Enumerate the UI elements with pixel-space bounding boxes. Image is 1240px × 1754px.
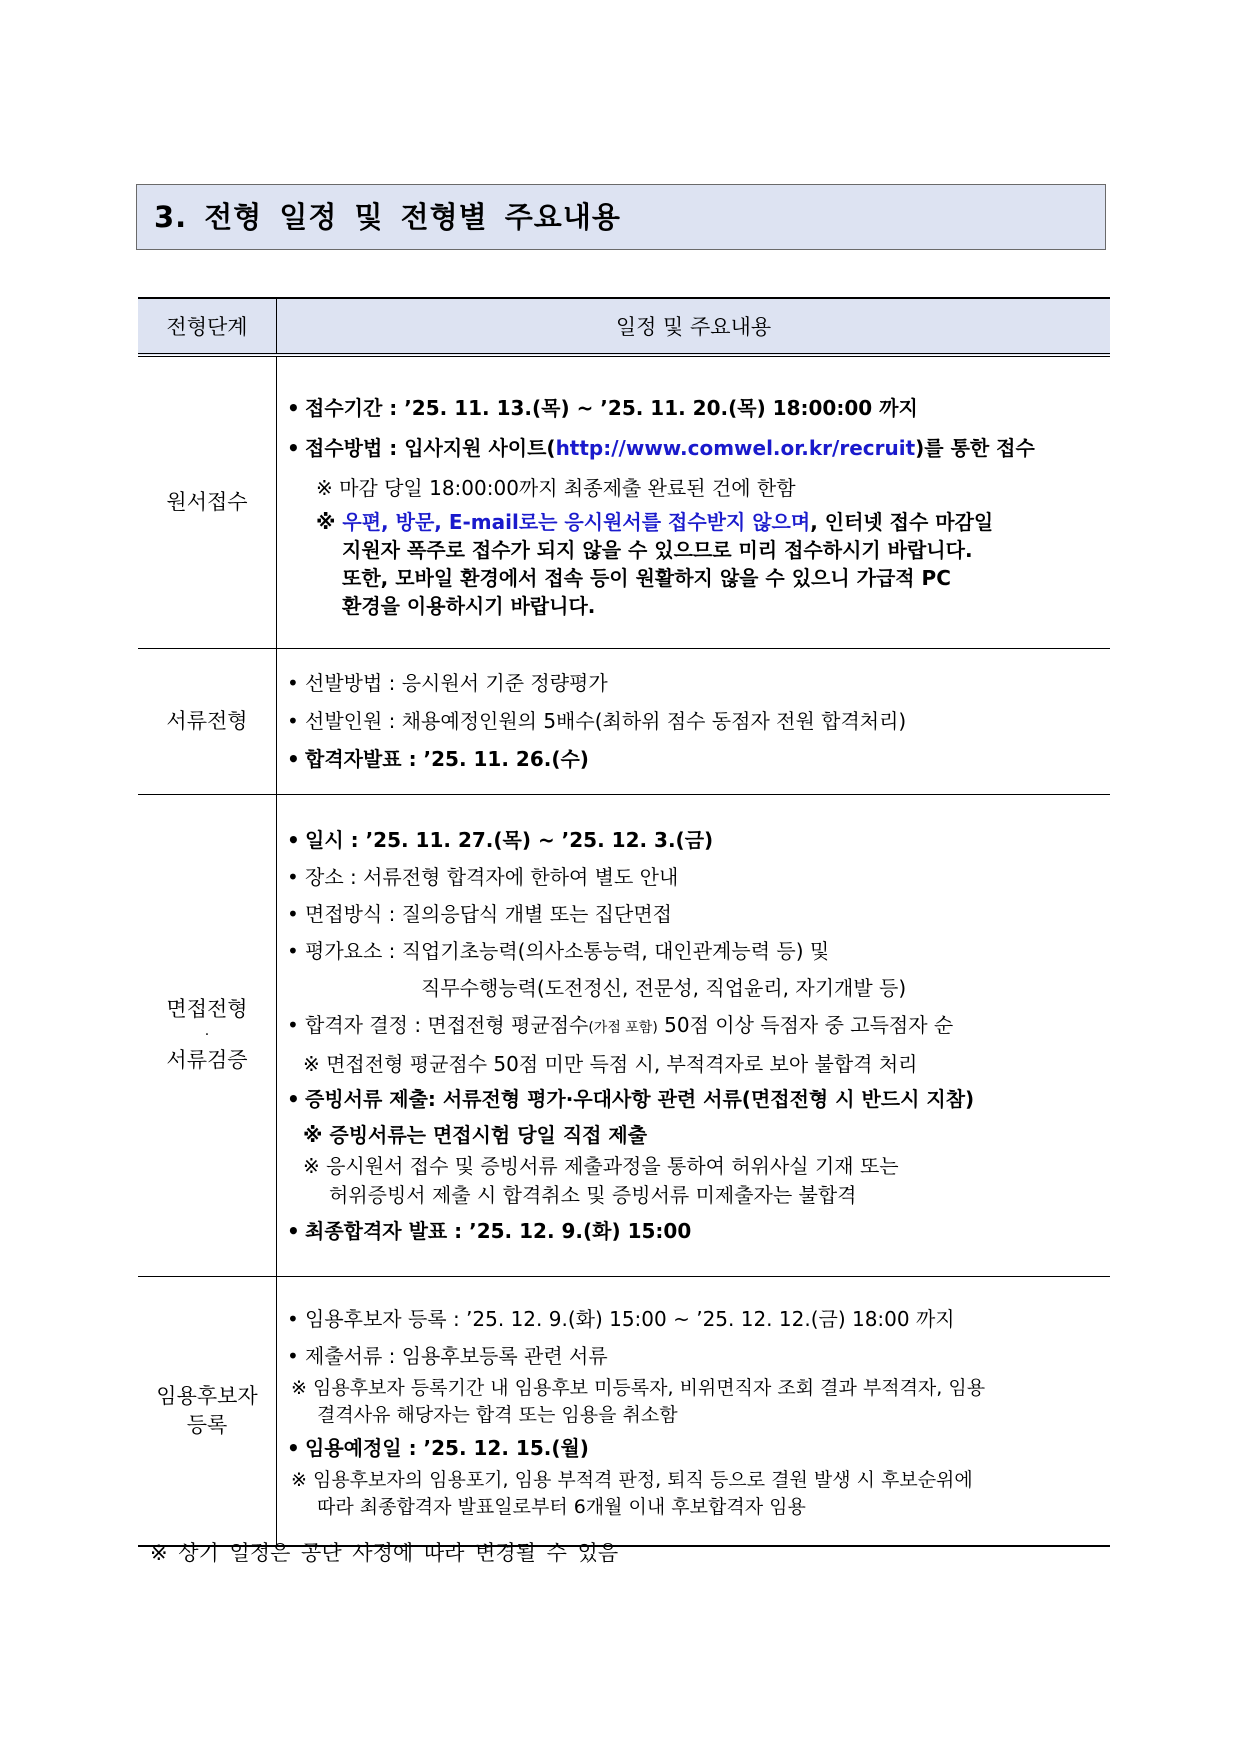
stage-label: 서류전형: [166, 708, 248, 733]
stage-label: 임용후보자: [156, 1383, 258, 1408]
list-item: [285, 664, 1110, 702]
schedule-table: [138, 297, 1110, 1547]
bullet-icon: •: [287, 1087, 300, 1111]
application-period: 접수기간 : ’25. 11. 13.(목) ~ ’25. 11. 20.(목) 18:00:00 까지: [305, 396, 918, 421]
bullet-icon: •: [287, 747, 300, 771]
table-row: [138, 794, 1110, 1276]
stage-label: 면접전형: [166, 997, 248, 1021]
list-item: [285, 702, 1110, 740]
decision-note: ※ 면접전형 평균점수 50점 미만 득점 시, 부적격자로 보아 불합격 처리: [303, 1052, 918, 1076]
bullet-icon: •: [287, 865, 299, 889]
footer-note: ※ 상기 일정은 공단 사정에 따라 변경될 수 있음: [150, 1541, 619, 1565]
decision-prefix: 합격자 결정 : 면접전형 평균점수: [305, 1013, 589, 1037]
bullet-icon: •: [287, 1343, 299, 1368]
note-warning-line: 환경을 이용하시기 바랍니다.: [342, 594, 596, 619]
method-prefix: 접수방법 : 입사지원 사이트(: [305, 436, 556, 461]
content-cell: [277, 355, 1111, 648]
stage-cell: [138, 1276, 277, 1546]
stage-cell: [138, 648, 277, 794]
stage-label: 등록: [186, 1412, 228, 1437]
stage-label: 원서접수: [166, 489, 248, 514]
false-info-note-line: 허위증빙서 제출 시 합격취소 및 증빙서류 미제출자는 불합격: [329, 1183, 857, 1207]
method-suffix: )를 통한 접수: [915, 436, 1035, 461]
section-title: 3. 전형 일정 및 전형별 주요내용: [136, 184, 1106, 250]
bullet-icon: •: [287, 1219, 300, 1243]
note-deadline: ※ 마감 당일 18:00:00까지 최종제출 완료된 건에 한함: [316, 476, 796, 501]
content-cell: [277, 648, 1111, 794]
list-item: [285, 1210, 1110, 1252]
selection-count: 선발인원 : 채용예정인원의 5배수(최하위 점수 동점자 전원 합격처리): [305, 709, 907, 733]
alternate-note-line: 따라 최종합격자 발표일로부터 6개월 이내 후보합격자 임용: [317, 1495, 806, 1518]
table-header-row: [138, 298, 1110, 355]
list-item: [285, 1007, 1110, 1047]
note-warning-blue: 우편, 방문, E-mail로는 응시원서를 접수받지 않으며: [342, 510, 811, 535]
table-row: [138, 1276, 1110, 1546]
note-warning-rest: , 인터넷 접수 마감일: [810, 510, 994, 535]
stage-cell: [138, 355, 277, 648]
documents-submission: 증빙서류 제출: 서류전형 평가·우대사항 관련 서류(면접전형 시 반드시 지참): [305, 1087, 975, 1111]
bullet-icon: •: [287, 436, 300, 461]
appointment-date: 임용예정일 : ’25. 12. 15.(월): [305, 1435, 589, 1460]
required-documents: 제출서류 : 임용후보등록 관련 서류: [305, 1343, 608, 1368]
list-item: [285, 428, 1110, 468]
note-mark: ※: [316, 510, 336, 535]
selection-method: 선발방법 : 응시원서 기준 정량평가: [305, 671, 608, 695]
evaluation-factors-cont: 직무수행능력(도전정신, 전문성, 직업윤리, 자기개발 등): [421, 976, 907, 1000]
bullet-icon: •: [287, 671, 299, 695]
table-row: [138, 648, 1110, 794]
content-cell: [277, 794, 1111, 1276]
interview-place: 장소 : 서류전형 합격자에 한하여 별도 안내: [305, 865, 679, 889]
final-announcement: 최종합격자 발표 : ’25. 12. 9.(화) 15:00: [305, 1219, 692, 1243]
note-warning: [285, 508, 1110, 536]
interview-date: 일시 : ’25. 11. 27.(목) ~ ’25. 12. 3.(금): [305, 828, 714, 852]
stage-separator: ·: [204, 1027, 210, 1043]
alternate-note: ※ 임용후보자의 임용포기, 임용 부적격 판정, 퇴직 등으로 결원 발생 시 후보순위에: [291, 1468, 973, 1491]
false-info-note: ※ 응시원서 접수 및 증빙서류 제출과정을 통하여 허위사실 기재 또는: [303, 1154, 899, 1178]
note-warning-line: 지원자 폭주로 접수가 되지 않을 수 있으므로 미리 접수하시기 바랍니다.: [342, 538, 973, 563]
stage-cell: [138, 794, 277, 1276]
list-item: [285, 740, 1110, 778]
list-item: [285, 388, 1110, 428]
candidate-registration: 임용후보자 등록 : ’25. 12. 9.(화) 15:00 ~ ’25. 12. 12.(금) 18:00 까지: [305, 1306, 955, 1331]
decision-suffix: 50점 이상 득점자 중 고득점자 순: [657, 1013, 954, 1037]
documents-note: ※ 증빙서류는 면접시험 당일 직접 제출: [303, 1123, 648, 1147]
bullet-icon: •: [287, 828, 300, 852]
stage-label: 서류검증: [166, 1048, 248, 1072]
list-item: [285, 1301, 1110, 1338]
bullet-icon: •: [287, 1435, 300, 1460]
registration-note: ※ 임용후보자 등록기간 내 임용후보 미등록자, 비위면직자 조회 결과 부적격자, 임용: [291, 1376, 986, 1399]
decision-small: (가점 포함): [588, 1020, 658, 1036]
list-item: [285, 1081, 1110, 1118]
bullet-icon: •: [287, 1013, 299, 1037]
list-item: [285, 896, 1110, 933]
recruit-site-link[interactable]: http://www.comwel.or.kr/recruit: [555, 436, 916, 461]
bullet-icon: •: [287, 1306, 299, 1331]
note-warning-line: 또한, 모바일 환경에서 접속 등이 원활하지 않을 수 있으니 가급적 PC: [342, 566, 951, 591]
list-item: [285, 822, 1110, 859]
registration-note-line: 결격사유 해당자는 합격 또는 임용을 취소함: [317, 1403, 678, 1426]
pass-announcement: 합격자발표 : ’25. 11. 26.(수): [305, 747, 589, 771]
interview-method: 면접방식 : 질의응답식 개별 또는 집단면접: [305, 902, 672, 926]
table-row: [138, 355, 1110, 648]
bullet-icon: •: [287, 709, 299, 733]
list-item: [285, 933, 1110, 970]
list-item: [285, 1338, 1110, 1375]
evaluation-factors: 평가요소 : 직업기초능력(의사소통능력, 대인관계능력 등) 및: [305, 939, 830, 963]
list-item: [285, 859, 1110, 896]
list-item: [285, 1429, 1110, 1467]
content-cell: [277, 1276, 1111, 1546]
bullet-icon: •: [287, 396, 300, 421]
header-content: 일정 및 주요내용: [277, 298, 1111, 355]
header-stage: 전형단계: [138, 298, 277, 355]
bullet-icon: •: [287, 902, 299, 926]
bullet-icon: •: [287, 939, 299, 963]
